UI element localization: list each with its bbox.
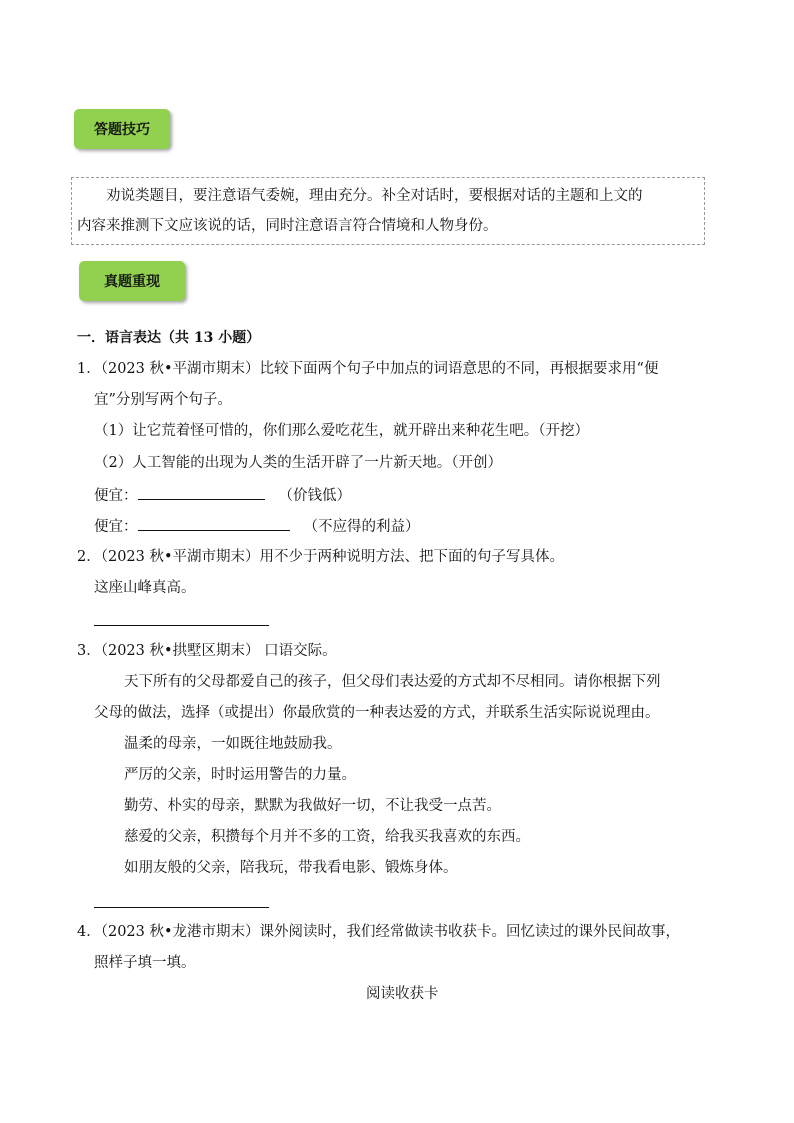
q1-answer-2-label: 便宜： — [94, 519, 138, 535]
q3-item-3: 勤劳、朴实的母亲，默默为我做好一切，不让我受一点苦。 — [124, 798, 501, 814]
q3-answer-blank[interactable] — [94, 907, 269, 908]
q1-answer-1 — [94, 484, 351, 506]
q1-answer-2 — [94, 515, 420, 537]
q3-line-1: 3．（2023 秋•拱墅区期末） 口语交际。 — [77, 643, 337, 659]
q2-line-1: 2．（2023 秋•平湖市期末）用不少于两种说明方法、把下面的句子写具体。 — [77, 549, 565, 565]
q3-paragraph-2: 父母的做法，选择（或提出）你最欣赏的一种表达爱的方式，并联系生活实际说说理由。 — [94, 705, 660, 721]
q1-answer-1-blank[interactable] — [138, 484, 265, 500]
q4-card-title: 阅读收获卡 — [366, 986, 439, 1002]
section-title: 一．语言表达（共 13 小题） — [77, 330, 261, 346]
tips-tag — [74, 109, 170, 149]
q1-line-1: 1．（2023 秋•平湖市期末）比较下面两个句子中加点的词语意思的不同，再根据要求用“便 — [77, 361, 659, 377]
q3-item-1: 温柔的母亲，一如既往地鼓励我。 — [124, 736, 342, 752]
q1-sentence-1: （1）让它荒着怪可惜的，你们那么爱吃花生，就开辟出来种花生吧。（开挖） — [94, 423, 589, 439]
q1-answer-2-hint: （不应得的利益） — [303, 519, 420, 535]
q3-item-2: 严厉的父亲，时时运用警告的力量。 — [124, 767, 356, 783]
q1-answer-2-blank[interactable] — [138, 515, 290, 531]
q3-paragraph-1: 天下所有的父母都爱自己的孩子，但父母们表达爱的方式却不尽相同。请你根据下列 — [124, 674, 661, 690]
q2-answer-blank[interactable] — [94, 625, 269, 626]
q1-answer-1-label: 便宜： — [94, 488, 138, 504]
real-questions-tag-label: 真题重现 — [104, 274, 160, 290]
tips-tag-label: 答题技巧 — [94, 122, 150, 138]
tip-line-1: 劝说类题目，要注意语气委婉，理由充分。补全对话时，要根据对话的主题和上文的 — [106, 188, 643, 204]
q1-sentence-2: （2）人工智能的出现为人类的生活开辟了一片新天地。（开创） — [94, 455, 502, 471]
real-questions-tag — [79, 261, 185, 301]
q1-answer-1-hint: （价钱低） — [278, 488, 351, 504]
q3-item-5: 如朋友般的父亲，陪我玩，带我看电影、锻炼身体。 — [124, 860, 458, 876]
q4-line-2: 照样子填一填。 — [94, 955, 196, 971]
q4-line-1: 4．（2023 秋•龙港市期末）课外阅读时，我们经常做读书收获卡。回忆读过的课外民间故事， — [77, 924, 681, 940]
q3-item-4: 慈爱的父亲，积攒每个月并不多的工资，给我买我喜欢的东西。 — [124, 829, 530, 845]
q2-line-2: 这座山峰真高。 — [94, 580, 196, 596]
tip-line-2: 内容来推测下文应该说的话，同时注意语言符合情境和人物身份。 — [77, 218, 498, 234]
q1-line-2: 宜”分别写两个句子。 — [94, 392, 232, 408]
